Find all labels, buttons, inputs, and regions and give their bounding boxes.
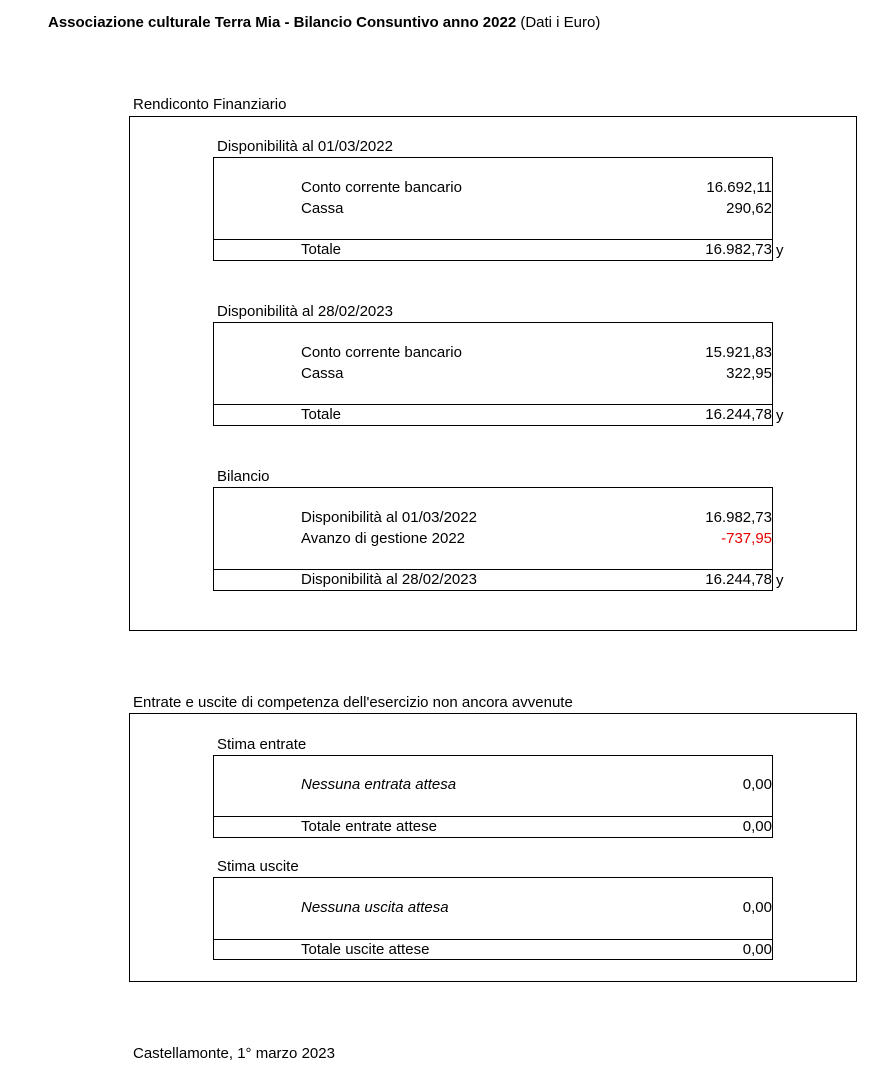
- closing-bank-value: 15.921,83: [705, 344, 772, 361]
- opening-total-value: 16.982,73: [705, 241, 772, 258]
- closing-total-value: 16.244,78: [705, 406, 772, 423]
- bilancio-opening-label: Disponibilità al 01/03/2022: [301, 509, 477, 526]
- page-title: [48, 14, 600, 32]
- uscite-row-label: Nessuna uscita attesa: [301, 899, 449, 916]
- closing-bank-label: Conto corrente bancario: [301, 344, 462, 361]
- bilancio-total-label: Disponibilità al 28/02/2023: [301, 571, 477, 588]
- entrate-row-label: Nessuna entrata attesa: [301, 776, 457, 793]
- entrate-label: Stima entrate: [217, 736, 307, 753]
- entrate-row-value: 0,00: [742, 776, 772, 793]
- bilancio-surplus-value: -737,95: [721, 530, 772, 547]
- uscite-box: [213, 877, 773, 960]
- opening-total-divider: [213, 239, 773, 240]
- closing-total-mark: y: [776, 407, 784, 424]
- closing-total-label: Totale: [301, 406, 342, 423]
- rendiconto-section-label: Rendiconto Finanziario: [133, 96, 287, 113]
- opening-bank-value: 16.692,11: [706, 179, 772, 196]
- opening-cash-label: Cassa: [301, 200, 344, 217]
- bilancio-label: Bilancio: [217, 468, 270, 485]
- bilancio-surplus-label: Avanzo di gestione 2022: [301, 530, 466, 547]
- uscite-total-divider: [213, 939, 773, 940]
- competenza-section-label: Entrate e uscite di competenza dell'esercizio non ancora avvenute: [133, 694, 573, 711]
- uscite-total-value: 0,00: [742, 941, 772, 958]
- entrate-total-divider: [213, 816, 773, 817]
- opening-total-label: Totale: [301, 241, 342, 258]
- opening-label: Disponibilità al 01/03/2022: [217, 138, 393, 155]
- place-date: Castellamonte, 1° marzo 2023: [133, 1045, 335, 1062]
- opening-box: [213, 157, 773, 261]
- opening-bank-label: Conto corrente bancario: [301, 179, 462, 196]
- closing-total-divider: [213, 404, 773, 405]
- entrate-total-label: Totale entrate attese: [301, 818, 437, 835]
- uscite-label: Stima uscite: [217, 858, 299, 875]
- opening-total-mark: y: [776, 242, 784, 259]
- entrate-total-value: 0,00: [742, 818, 772, 835]
- closing-cash-value: 322,95: [726, 365, 772, 382]
- closing-cash-label: Cassa: [301, 365, 344, 382]
- bilancio-total-mark: y: [776, 572, 784, 589]
- bilancio-total-value: 16.244,78: [705, 571, 772, 588]
- entrate-box: [213, 755, 773, 838]
- closing-label: Disponibilità al 28/02/2023: [217, 303, 393, 320]
- bilancio-box: [213, 487, 773, 591]
- bilancio-total-divider: [213, 569, 773, 570]
- closing-box: [213, 322, 773, 426]
- page-title-note: (Dati i Euro): [516, 14, 601, 31]
- uscite-row-value: 0,00: [742, 899, 772, 916]
- bilancio-opening-value: 16.982,73: [705, 509, 772, 526]
- uscite-total-label: Totale uscite attese: [301, 941, 430, 958]
- page-title-bold: Associazione culturale Terra Mia - Bilancio Consuntivo anno 2022: [48, 14, 517, 31]
- opening-cash-value: 290,62: [726, 200, 772, 217]
